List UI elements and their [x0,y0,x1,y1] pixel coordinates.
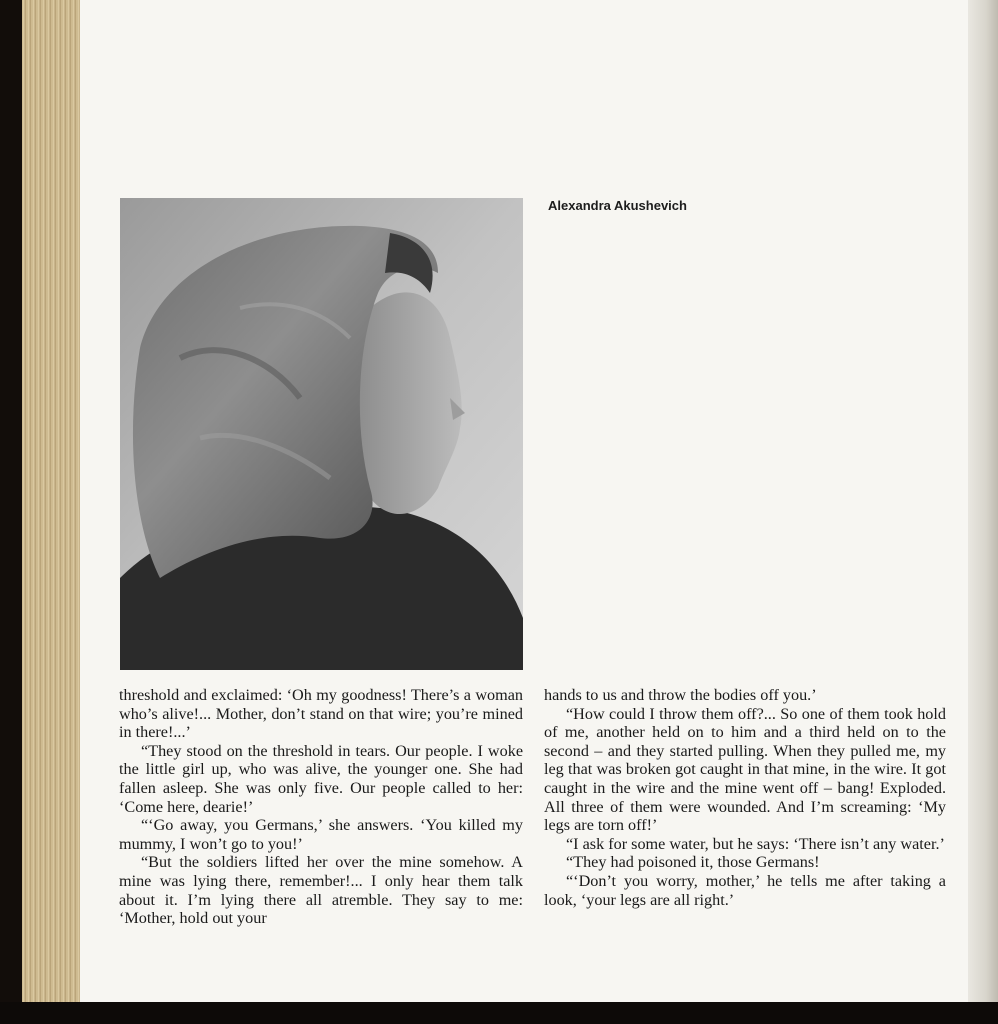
text-column-right [544,686,946,909]
photo-caption: Alexandra Akushevich [548,198,687,213]
paragraph: hands to us and throw the bodies off you.’ [544,686,817,704]
paragraph: “They stood on the threshold in tears. Our people. I woke the little girl up, who was alive, the younger one. She had fallen asleep. She was only five. Our people called to her: ‘Come here, dearie!’ [119,741,523,816]
paragraph: “‘Go away, you Germans,’ she answers. ‘You killed my mummy, I won’t go to you!’ [119,816,523,853]
paragraph: “How could I throw them off?... So one of them took hold of me, another held on to him and a third held on to the second – and they started pulling. When they pulled me, my leg that was broken got caught in that mine, in the wire. It got caught in the wire and the mine went off – bang! Exploded. All three of them were wounded. And I’m screaming: ‘My legs are torn off!’ [544,704,946,835]
paragraph: threshold and exclaimed: ‘Oh my goodness! There’s a woman who’s alive!... Mother, don’t stand on that wire; you’re mined in there!...’ [119,686,523,742]
paragraph: “I ask for some water, but he says: ‘There isn’t any water.’ [566,834,945,853]
paragraph: “But the soldiers lifted her over the mine somehow. A mine was lying there, remember!... I only hear them talk about it. I’m lying there all atremble. They say to me: ‘Mother, hold out your [119,853,523,928]
portrait-illustration [120,198,523,670]
book-spine [0,0,24,1024]
portrait-photo [120,198,523,670]
text-column-left [119,686,523,928]
page-curl-edge [968,0,998,1002]
bottom-shadow [0,1002,998,1024]
paragraph: “They had poisoned it, those Germans! [566,853,820,872]
paragraph: “‘Don’t you worry, mother,’ he tells me after taking a look, ‘your legs are all right.’ [544,871,946,909]
page-edges [22,0,82,1005]
